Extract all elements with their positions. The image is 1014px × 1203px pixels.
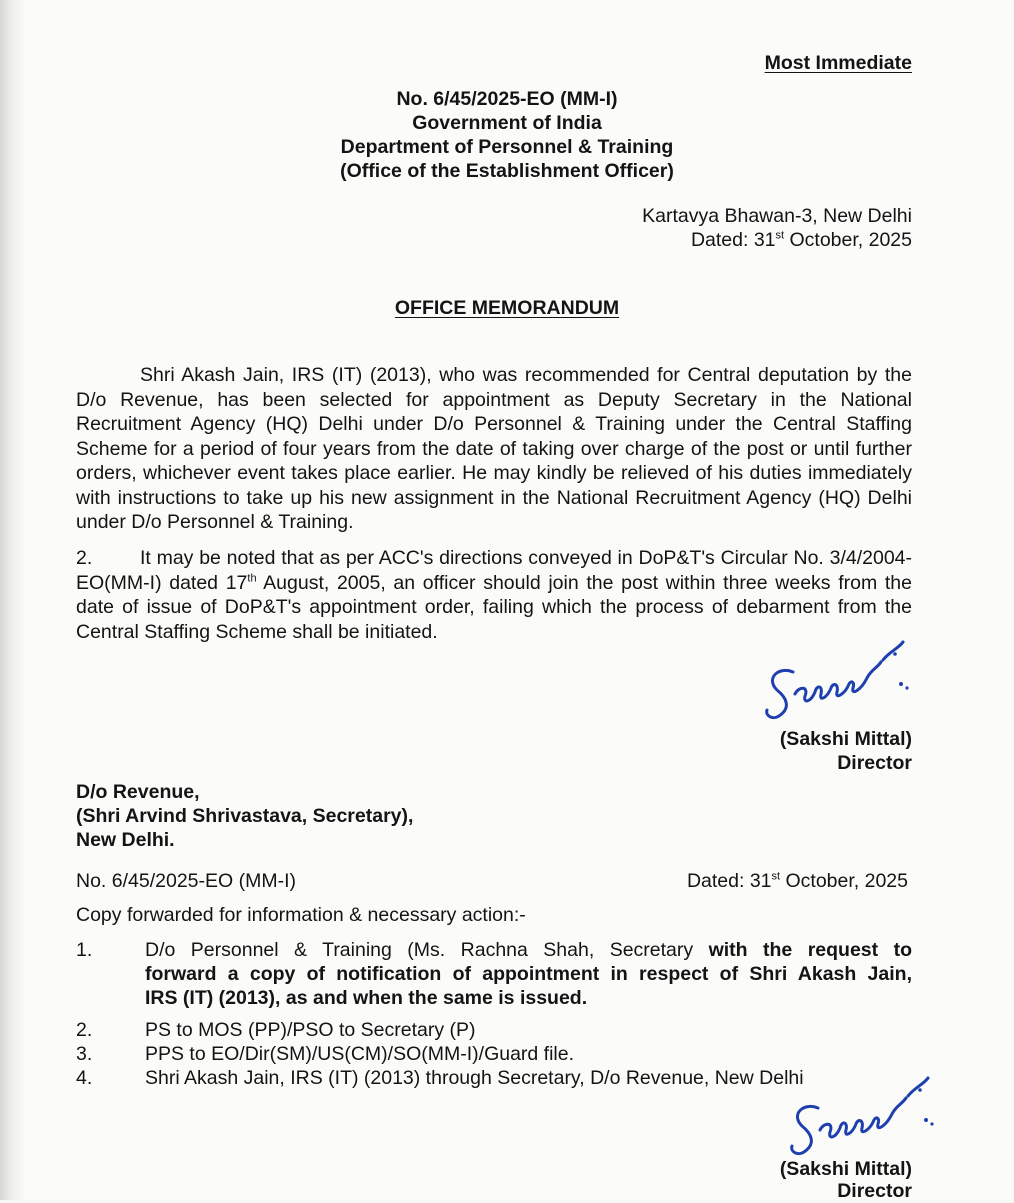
addressee-line-1: D/o Revenue, — [76, 781, 200, 803]
paragraph-2-number: 2. — [76, 547, 93, 569]
paragraph-2: 2. It may be noted that as per ACC's directions conveyed in DoP&T's Circular No. 3/4/2004-EO(MM-I) dated 17th August, 2005, an officer should join the post within three weeks from the date of issue of DoP&T's appointment order, failing which the process of debarment from the Central Staffing Scheme shall be initiated. — [76, 547, 912, 643]
copy-item-2: PS to MOS (PP)/PSO to Secretary (P) — [145, 1019, 476, 1041]
paragraph-1: Shri Akash Jain, IRS (IT) (2013), who was recommended for Central deputation by the D/o Revenue, has been selected for appointment as Deputy Secretary in the National Recruitment Agency (HQ) Delhi under D/o Personnel & Training under the Central Staffing Scheme for a period of four years from the date of taking over charge of the post or until further orders, whichever event takes place earlier. He may kindly be relieved of his duties immediately with instructions to take up his new assignment in the National Recruitment Agency (HQ) Delhi under D/o Personnel & Training. — [76, 364, 912, 533]
office-location: Kartavya Bhawan-3, New Delhi — [642, 205, 912, 227]
copy-intro: Copy forwarded for information & necessary action:- — [76, 904, 526, 926]
department-line: Department of Personnel & Training — [340, 136, 674, 158]
copy-item-3: PPS to EO/Dir(SM)/US(CM)/SO(MM-I)/Guard file. — [145, 1043, 575, 1065]
copy-item-3-number: 3. — [76, 1043, 93, 1065]
memo-date: Dated: 31st October, 2025 — [690, 229, 912, 251]
addressee-line-2: (Shri Arvind Shrivastava, Secretary), — [76, 805, 414, 827]
signature-2 — [780, 1068, 950, 1163]
signatory-designation-1: Director — [837, 752, 912, 774]
memo-title: OFFICE MEMORANDUM — [394, 297, 620, 319]
copy-date: Dated: 31st October, 2025 — [686, 870, 908, 892]
copy-item-1-number: 1. — [76, 939, 93, 961]
signatory-name-1: (Sakshi Mittal) — [779, 728, 912, 750]
copy-item-4-number: 4. — [76, 1067, 93, 1089]
file-number: No. 6/45/2025-EO (MM-I) — [396, 88, 618, 110]
government-line: Government of India — [412, 112, 602, 134]
copy-item-4: Shri Akash Jain, IRS (IT) (2013) through Secretary, D/o Revenue, New Delhi — [145, 1067, 804, 1089]
page-edge-shadow — [0, 0, 26, 1200]
copy-item-2-number: 2. — [76, 1019, 93, 1041]
addressee-line-3: New Delhi. — [76, 829, 175, 851]
priority-label: Most Immediate — [764, 52, 912, 74]
office-line: (Office of the Establishment Officer) — [340, 160, 674, 182]
signature-1 — [755, 632, 925, 727]
copy-item-1: D/o Personnel & Training (Ms. Rachna Shah, Secretary with the request to forward a copy of notification of appointment in respect of Shri Akash Jain, IRS (IT) (2013), as and when the same is issued. — [145, 939, 912, 1009]
signatory-name-2: (Sakshi Mittal) — [779, 1158, 912, 1180]
signatory-designation-2: Director — [837, 1180, 912, 1202]
copy-file-number: No. 6/45/2025-EO (MM-I) — [76, 870, 296, 892]
